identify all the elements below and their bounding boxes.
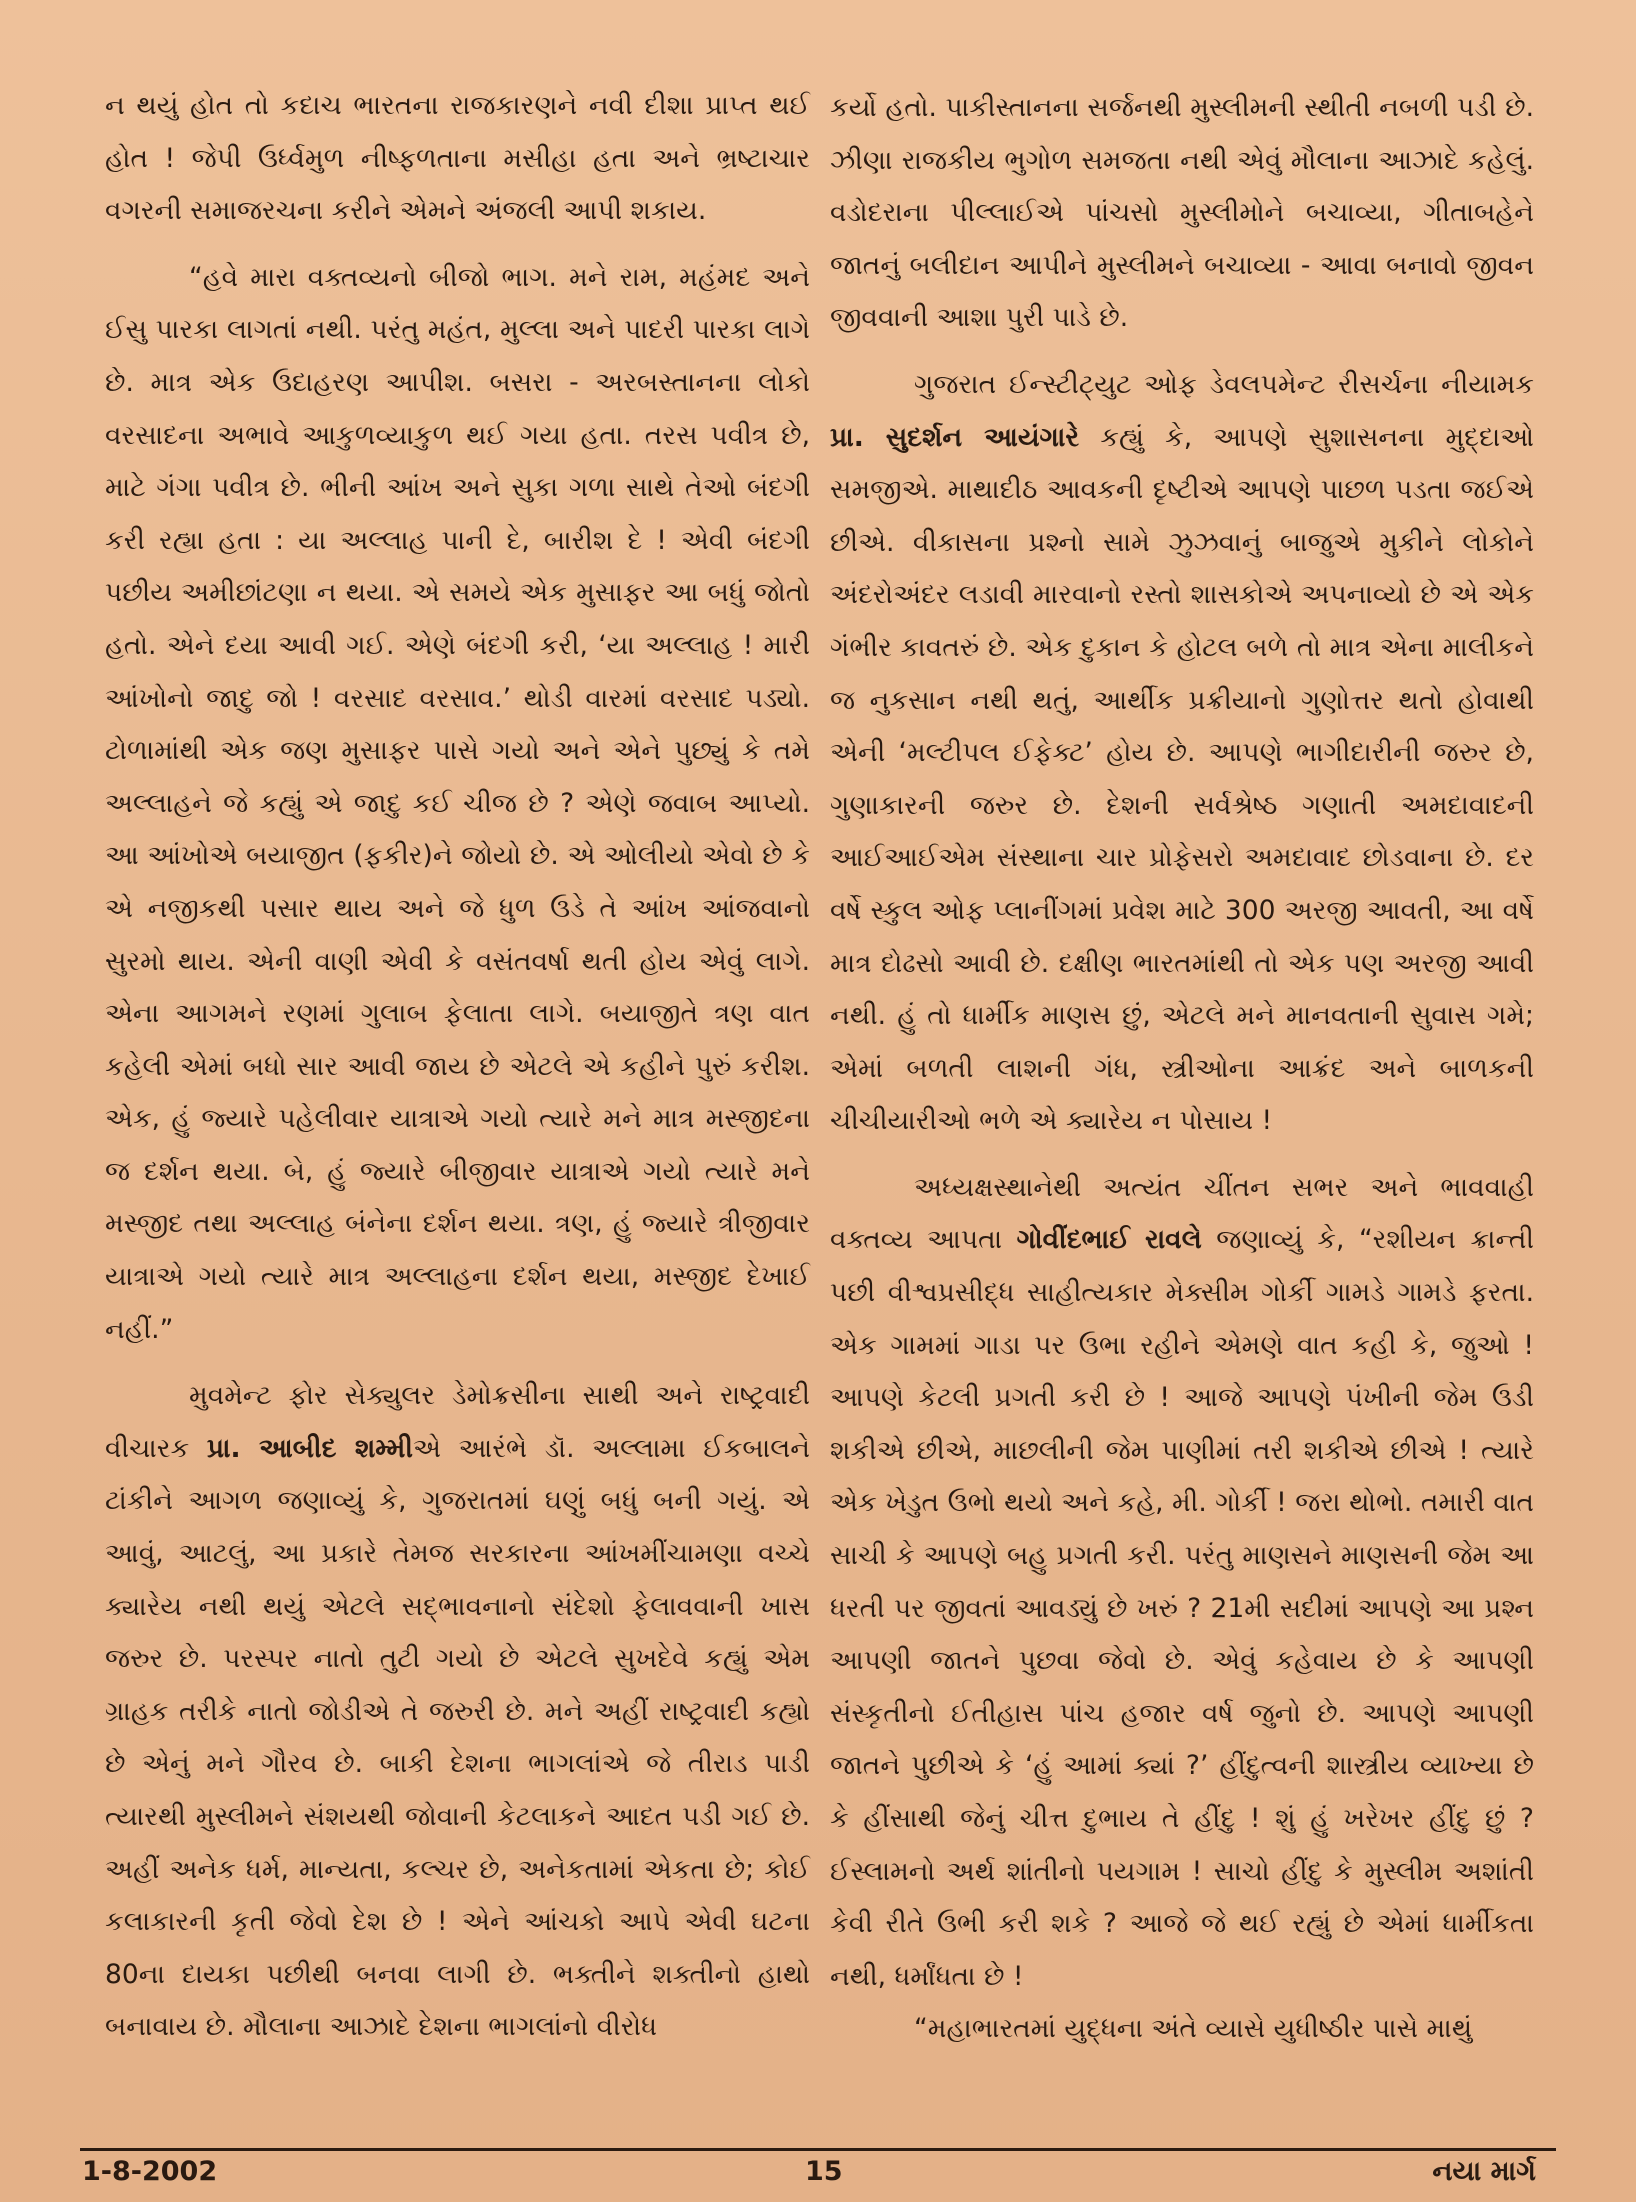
speaker-name: પ્રા. આબીદ શમ્મી — [206, 1432, 413, 1464]
paragraph: કર્યો હતો. પાકીસ્તાનના સર્જનથી મુસ્લીમની સ્થીતી નબળી પડી છે. ઝીણા રાજકીય ભુગોળ સમજતા નથી એવું મૌલાના આઝાદે કહેલું. વડોદરાના પીલ્લાઈએ પાંચસો મુસ્લીમોને બચાવ્યા, ગીતાબહેને જાતનું બલીદાન આપીને મુસ્લીમને બચાવ્યા - આવા બનાવો જીવન જીવવાની આશા પુરી પાડે છે. — [830, 92, 1534, 334]
paragraph-text: અધ્યક્ષસ્થાનેથી અત્યંત ચીંતન સભર અને ભાવવાહી વક્તવ્ય આપતા — [830, 1171, 1534, 1256]
paragraph — [830, 359, 1534, 1148]
paragraph-text: ગુજરાત ઈન્સ્ટીટ્યુટ ઓફ ડેવલપમેન્ટ રીસર્ચના નીયામક — [914, 368, 1534, 400]
paragraph — [105, 1370, 810, 2054]
paragraph-text: મુવમેન્ટ ફોર સેક્યુલર ડેમોક્રસીના સાથી અને રાષ્ટ્રવાદી વીચારક — [105, 1380, 810, 1464]
paragraph: “હવે મારા વક્તવ્યનો બીજો ભાગ. મને રામ, મહંમદ અને ઈસુ પારકા લાગતાં નથી. પરંતુ મહંત, મુલ્લા અને પાદરી પારકા લાગે છે. માત્ર એક ઉદાહરણ આપીશ. બસરા - અરબસ્તાનના લોકો વરસાદના અભાવે આકુળવ્યાકુળ થઈ ગયા હતા. તરસ પવીત્ર છે, માટે ગંગા પવીત્ર છે. ભીની આંખ અને સુકા ગળા સાથે તેઓ બંદગી કરી રહ્યા હતા : યા અલ્લાહ પાની દે, બારીશ દે ! એવી બંદગી પછીય અમીછાંટણા ન થયા. એ સમયે એક મુસાફર આ બધું જોતો હતો. એને દયા આવી ગઈ. એણે બંદગી કરી, ‘યા અલ્લાહ ! મારી આંખોનો જાદુ જો ! વરસાદ વરસાવ.’ થોડી વારમાં વરસાદ પડ્યો. ટોળામાંથી એક જણ મુસાફર પાસે ગયો અને એને પુછ્યું કે તમે અલ્લાહને જે કહ્યું એ જાદુ કઈ ચીજ છે ? એણે જવાબ આપ્યો. આ આંખોએ બયાજીત (ફકીર)ને જોયો છે. એ ઓલીયો એવો છે કે એ નજીકથી પસાર થાય અને જે ધુળ ઉડે તે આંખ આંજવાનો સુરમો થાય. એની વાણી એવી કે વસંતવર્ષા થતી હોય એવું લાગે. એના આગમને રણમાં ગુલાબ ફેલાતા લાગે. બયાજીતે ત્રણ વાત કહેલી એમાં બધો સાર આવી જાય છે એટલે એ કહીને પુરું કરીશ. એક, હું જ્યારે પહેલીવાર યાત્રાએ ગયો ત્યારે મને માત્ર મસ્જીદના જ દર્શન થયા. બે, હું જ્યારે બીજીવાર યાત્રાએ ગયો ત્યારે મને મસ્જીદ તથા અલ્લાહ બંનેના દર્શન થયા. ત્રણ, હું જ્યારે ત્રીજીવાર યાત્રાએ ગયો ત્યારે માત્ર અલ્લાહના દર્શન થયા, મસ્જીદ દેખાઈ નહીં.” — [105, 261, 810, 1345]
paragraph: “મહાભારતમાં યુદ્ધના અંતે વ્યાસે યુધીષ્ઠીર પાસે માથું — [914, 2013, 1473, 2045]
page-number: 15 — [805, 2156, 843, 2187]
right-column — [830, 82, 1534, 2056]
paragraph-text: જણાવ્યું કે, “રશીયન ક્રાન્તી પછી વીશ્વપ્રસીદ્ધ સાહીત્યકાર મેક્સીમ ગોર્કી ગામડે ગામડે ફરતા. એક ગામમાં ગાડા પર ઉભા રહીને એમણે વાત કહી કે, જુઓ ! આપણે કેટલી પ્રગતી કરી છે ! આજે આપણે પંખીની જેમ ઉડી શકીએ છીએ, માછલીની જેમ પાણીમાં તરી શકીએ છીએ ! ત્યારે એક ખેડુત ઉભો થયો અને કહે, મી. ગોર્કી ! જરા થોભો. તમારી વાત સાચી કે આપણે બહુ પ્રગતી કરી. પરંતુ માણસને માણસની જેમ આ ધરતી પર જીવતાં આવડ્યું છે ખરું ? 21મી સદીમાં આપણે આ પ્રશ્ન આપણી જાતને પુછવા જેવો છે. એવું કહેવાય છે કે આપણી સંસ્કૃતીનો ઈતીહાસ પાંચ હજાર વર્ષ જુનો છે. આપણે આપણી જાતને પુછીએ કે ‘હું આમાં ક્યાં ?’ હીંદુત્વની શાસ્ત્રીય વ્યાખ્યા છે કે હીંસાથી જેનું ચીત્ત દુભાય તે હીંદુ ! શું હું ખરેખર હીંદુ છું ? ઈસ્લામનો અર્થ શાંતીનો પયગામ ! સાચો હીંદુ કે મુસ્લીમ અશાંતી કેવી રીતે ઉભી કરી શકે ? આજે જે થઈ રહ્યું છે એમાં ધાર્મીકતા નથી, ધર્માંધતા છે ! — [830, 1224, 1534, 1992]
paragraph-text: કહ્યું કે, આપણે સુશાસનના મુદ્દાઓ સમજીએ. માથાદીઠ આવકની દૃષ્ટીએ આપણે પાછળ પડતા જઈએ છીએ. વીકાસના પ્રશ્નો સામે ઝુઝવાનું બાજુએ મુકીને લોકોને અંદરોઅંદર લડાવી મારવાનો રસ્તો શાસકોએ અપનાવ્યો છે એ એક ગંભીર કાવતરું છે. એક દુકાન કે હોટલ બળે તો માત્ર એના માલીકને જ નુકસાન નથી થતું, આર્થીક પ્રક્રીયાનો ગુણોત્તર થતો હોવાથી એની ‘મલ્ટીપલ ઈફેક્ટ’ હોય છે. આપણે ભાગીદારીની જરુર છે, ગુણાકારની જરુર છે. દેશની સર્વશ્રેષ્ઠ ગણાતી અમદાવાદની આઈઆઈએમ સંસ્થાના ચાર પ્રોફેસરો અમદાવાદ છોડવાના છે. દર વર્ષે સ્કુલ ઓફ પ્લાનીંગમાં પ્રવેશ માટે 300 અરજી આવતી, આ વર્ષે માત્ર દોઢસો આવી છે. દક્ષીણ ભારતમાંથી તો એક પણ અરજી આવી નથી. હું તો ધાર્મીક માણસ છું, એટલે મને માનવતાની સુવાસ ગમે; એમાં બળતી લાશની ગંધ, સ્ત્રીઓના આક્રંદ અને બાળકની ચીચીયારીઓ ભળે એ ક્યારેય ન પોસાય ! — [830, 421, 1534, 1137]
left-column — [105, 80, 810, 2054]
footer-divider — [80, 2148, 1556, 2151]
paragraph-text: એ આરંભે ડૉ. અલ્લામા ઈકબાલને ટાંકીને આગળ જણાવ્યું કે, ગુજરાતમાં ઘણું બધું બની ગયું. એ આવું, આટલું, આ પ્રકારે તેમજ સરકારના આંખમીંચામણા વચ્ચે ક્યારેય નથી થયું એટલે સદ્‌ભાવનાનો સંદેશો ફેલાવવાની ખાસ જરુર છે. પરસ્પર નાતો તુટી ગયો છે એટલે સુખદેવે કહ્યું એમ ગ્રાહક તરીકે નાતો જોડીએ તે જરુરી છે. મને અહીં રાષ્ટ્રવાદી કહ્યો છે એનું મને ગૌરવ છે. બાકી દેશના ભાગલાંએ જે તીરાડ પાડી ત્યારથી મુસ્લીમને સંશયથી જોવાની કેટલાકને આદત પડી ગઈ છે. અહીં અનેક ધર્મ, માન્યતા, કલ્ચર છે, અનેકતામાં એકતા છે; કોઈ કલાકારની કૃતી જેવો દેશ છે ! એને આંચકો આપે એવી ઘટના 80ના દાયકા પછીથી બનવા લાગી છે. ભક્તીને શક્તીનો હાથો બનાવાય છે. મૌલાના આઝાદે દેશના ભાગલાંનો વીરોધ — [105, 1432, 810, 2043]
paragraph: ન થયું હોત તો કદાચ ભારતના રાજકારણને નવી દીશા પ્રાપ્ત થઈ હોત ! જેપી ઉર્ધ્વમુળ નીષ્ફળતાના મસીહા હતા અને ભ્રષ્ટાચાર વગરની સમાજરચના કરીને એમને અંજલી આપી શકાય. — [105, 90, 810, 227]
speaker-name: ગોવીંદભાઈ રાવલે — [1016, 1224, 1202, 1256]
speaker-name: પ્રા. સુદર્શન આયંગારે — [830, 421, 1080, 453]
footer-date: 1-8-2002 — [82, 2156, 218, 2187]
publication-title: નયા માર્ગ — [1432, 2156, 1536, 2187]
paragraph — [830, 1162, 1534, 2004]
